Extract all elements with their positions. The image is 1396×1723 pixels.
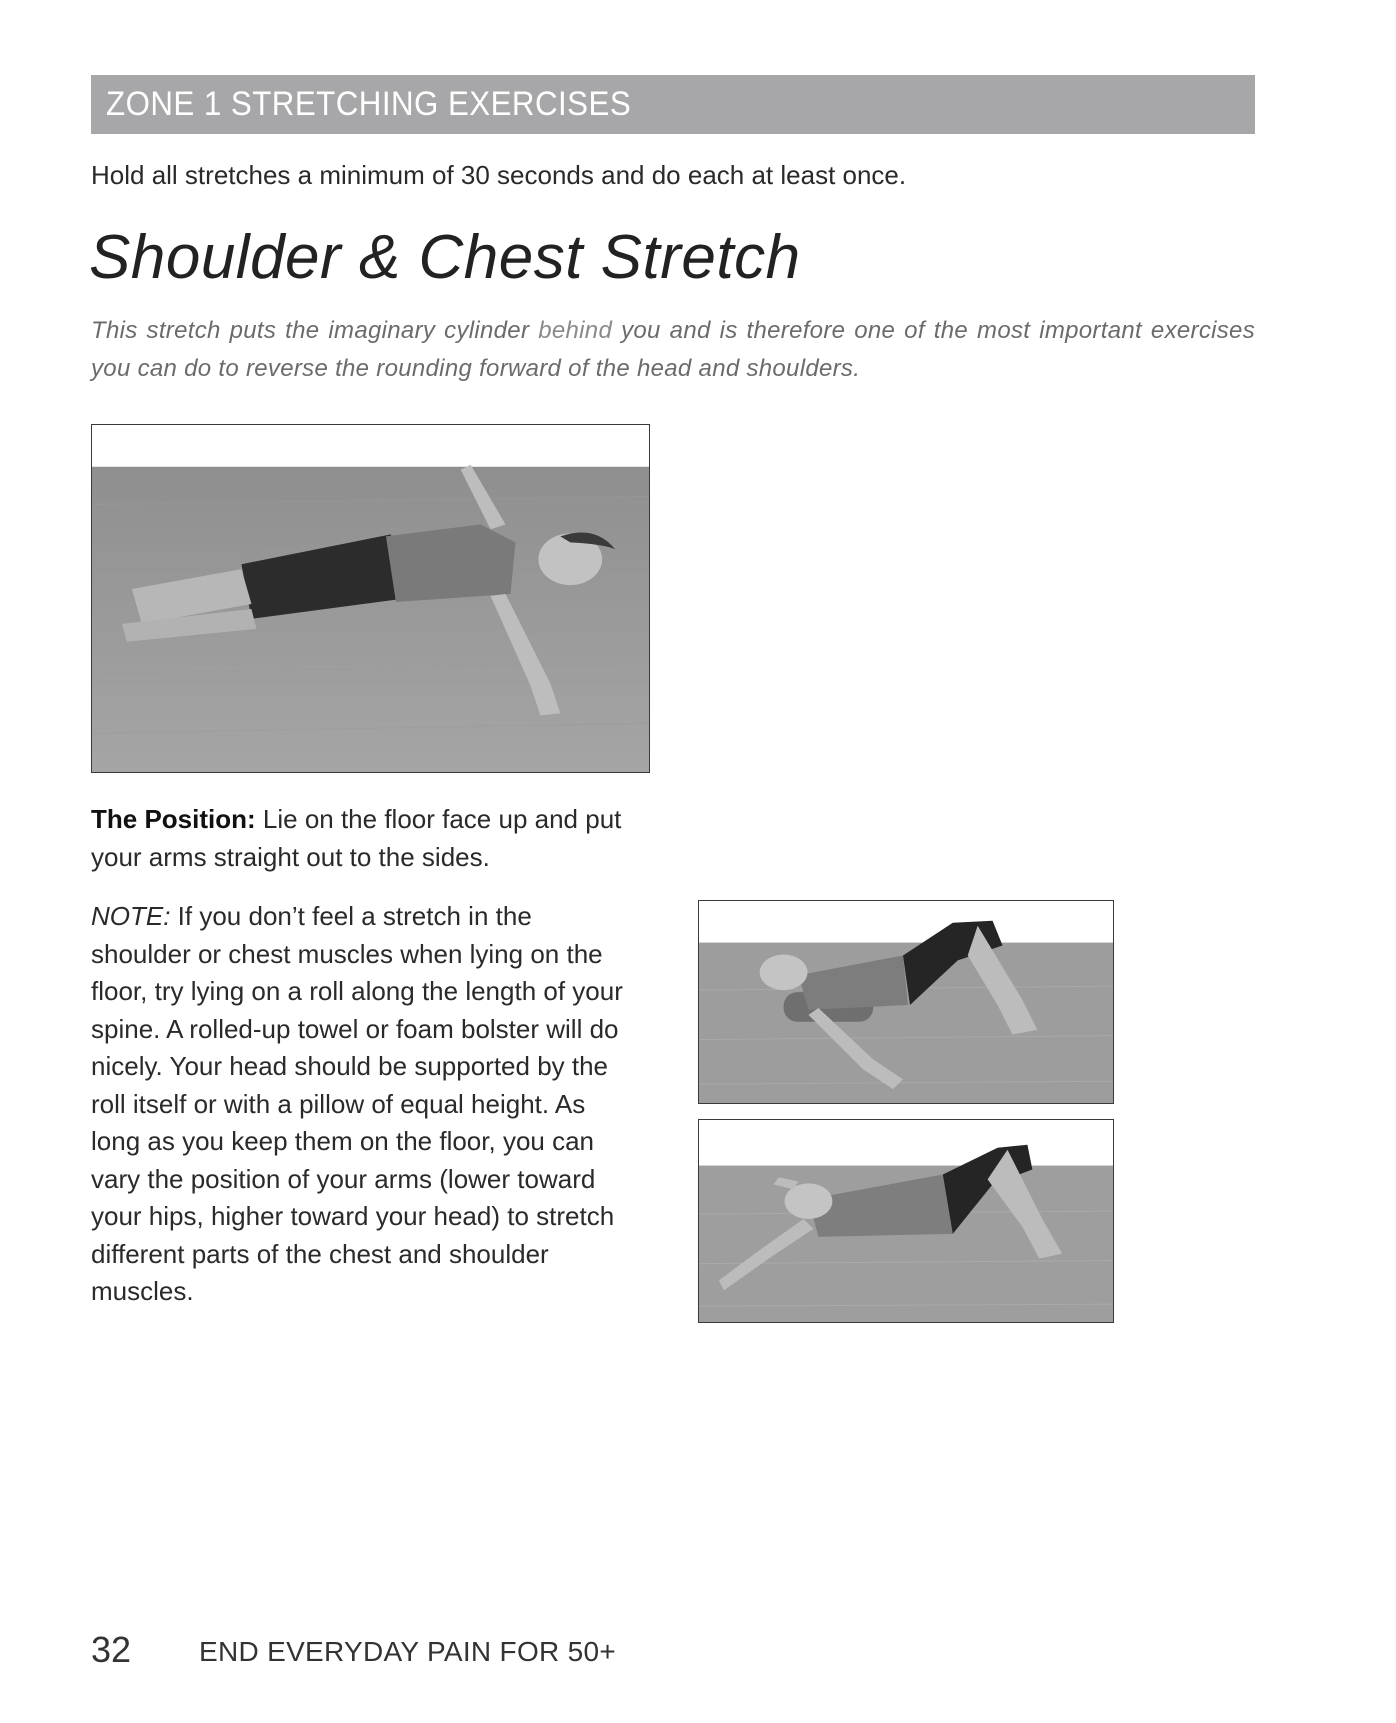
section-header-banner [91,75,1255,134]
person-lying-arms-out-icon [92,425,649,772]
intro-text: Hold all stretches a minimum of 30 seconds and do each at least once. [91,160,907,190]
exercise-description [91,312,1255,388]
position-text: Lie on the floor face up and put your arms straight out to the sides. [91,804,622,872]
note-line: spine. A rolled-up towel or foam bolster will do [91,1013,619,1044]
section-header-title: ZONE 1 STRETCHING EXERCISES [106,85,632,123]
note-line [91,898,671,936]
person-on-foam-roll-arms-high-icon [699,1120,1113,1322]
note-line: shoulder or chest muscles when lying on the [91,938,603,969]
position-label: The Position: [91,804,256,834]
description-emphasis: behind [538,317,613,344]
roll-stretch-photo-arms-high [698,1119,1114,1323]
description-part-1: This stretch puts the imaginary cylinder [91,317,539,344]
note-line: roll itself or with a pillow of equal height. As [91,1088,586,1119]
note-paragraph [91,898,671,1311]
book-title: END EVERYDAY PAIN FOR 50+ [199,1636,617,1667]
page-number: 32 [91,1629,132,1670]
lying-stretch-photo [91,424,650,773]
note-line: different parts of the chest and shoulder [91,1238,549,1269]
person-on-foam-roll-arms-low-icon [699,901,1113,1103]
position-instructions [91,800,651,876]
note-line: muscles. [91,1276,194,1306]
note-line-text: If you don’t feel a stretch in the [170,901,532,931]
description-part-2: you and is therefore one of the most important exercises you can do to reverse the rounding forward of the head and shoulders. [91,317,1256,382]
note-line: your hips, higher toward your head) to stretch [91,1201,615,1231]
note-line: vary the position of your arms (lower toward [91,1163,596,1194]
note-line: long as you keep them on the floor, you can [91,1126,595,1156]
note-line: floor, try lying on a roll along the length of your [91,976,623,1006]
roll-stretch-photo-arms-low [698,900,1114,1104]
exercise-title: Shoulder & Chest Stretch [89,223,801,292]
note-line: nicely. Your head should be supported by the [91,1051,609,1081]
note-label: NOTE: [91,901,171,931]
